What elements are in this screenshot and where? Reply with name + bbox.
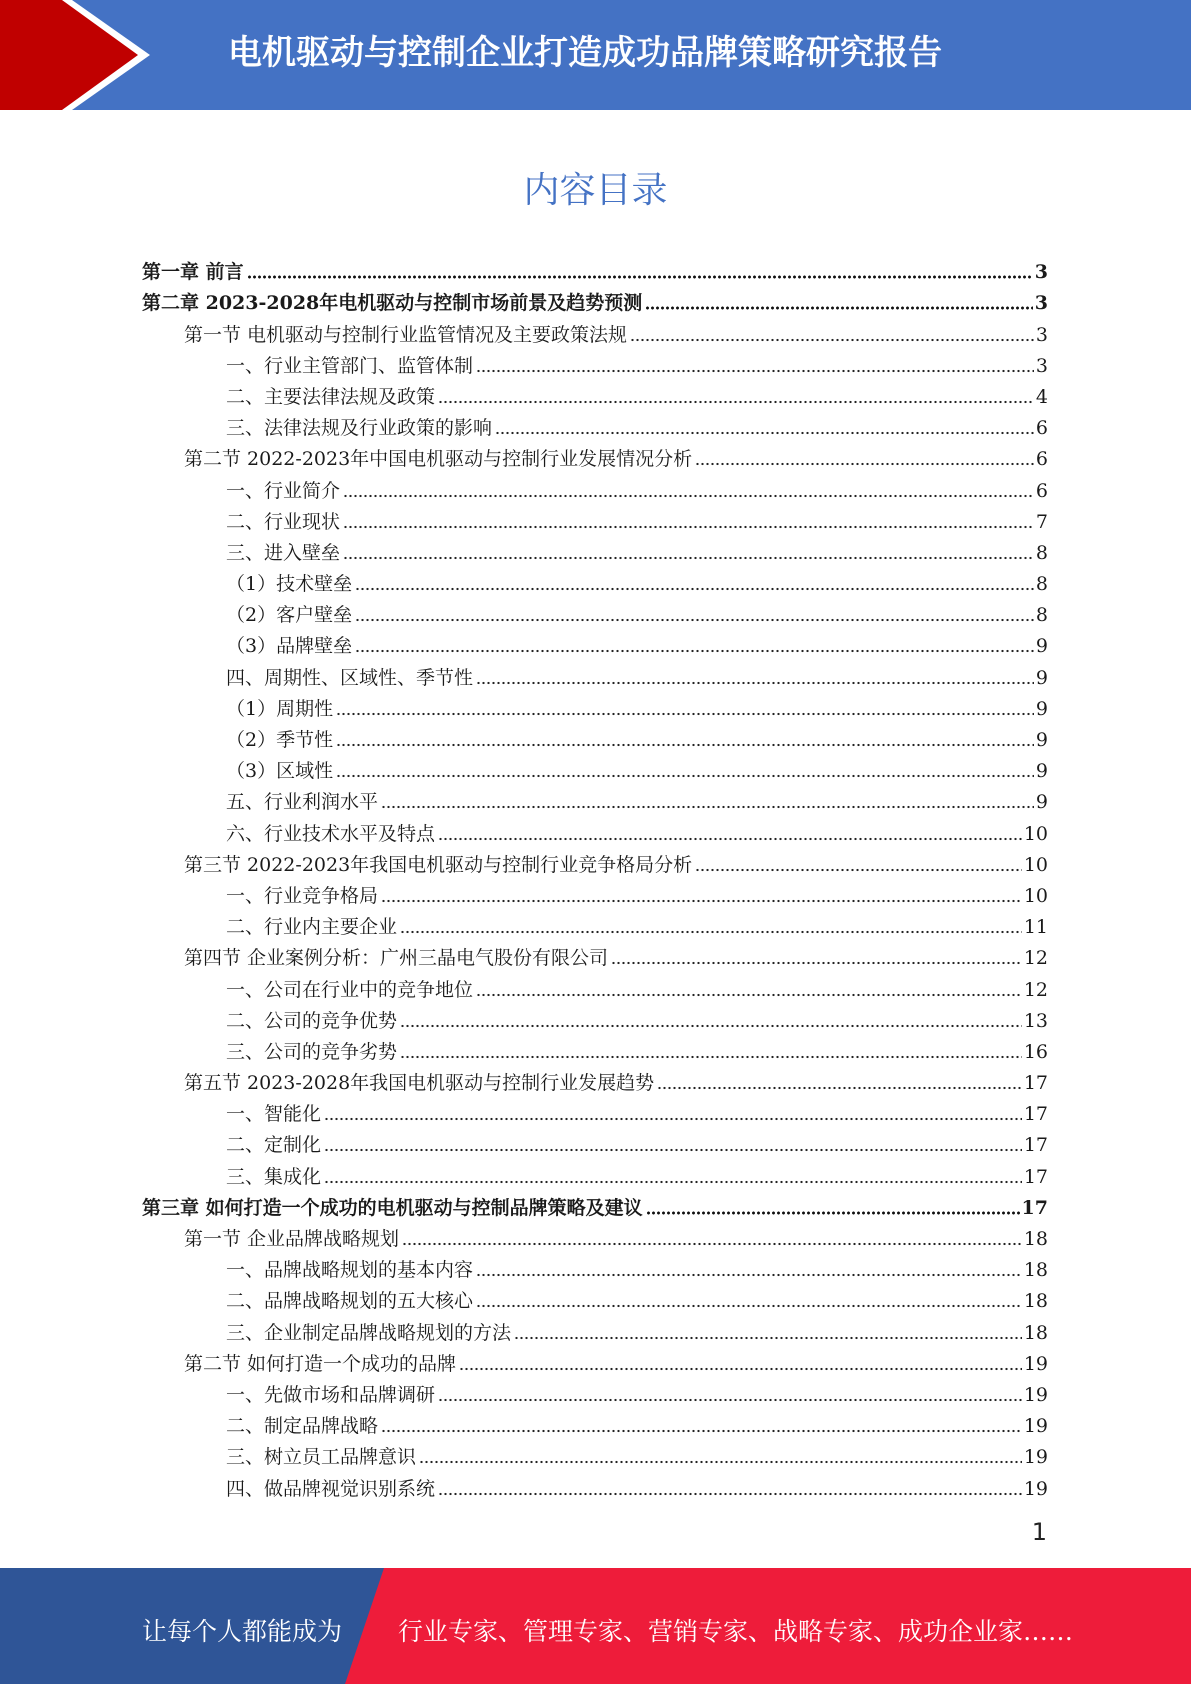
toc-entry-title: 一、行业主管部门、监管体制: [226, 354, 474, 377]
toc-entry-page: 12: [1023, 978, 1048, 1001]
toc-entry-page: 9: [1035, 729, 1048, 751]
toc-entry-title: 二、制定品牌战略: [226, 1415, 379, 1438]
toc-entry-page: 3: [1034, 292, 1048, 315]
toc-leader-dots: [495, 431, 1034, 435]
toc-leader-dots: [402, 1242, 1022, 1246]
toc-entry-title: 三、公司的竞争劣势: [226, 1040, 398, 1063]
toc-entry-page: 9: [1035, 697, 1048, 720]
toc-entry-page: 9: [1035, 635, 1048, 658]
toc-entry-page: 8: [1035, 604, 1048, 627]
toc-entry-title: （2）季节性: [226, 729, 334, 751]
toc-leader-dots: [324, 1117, 1022, 1121]
toc-entry[interactable]: [142, 1346, 1048, 1377]
toc-leader-dots: [630, 338, 1034, 342]
toc-entry[interactable]: [142, 815, 1048, 846]
toc-entry-page: 10: [1023, 822, 1048, 845]
toc-leader-dots: [400, 1024, 1022, 1028]
toc-entry[interactable]: [142, 1314, 1048, 1345]
toc-entry[interactable]: [142, 722, 1048, 753]
toc-leader-dots: [611, 961, 1022, 965]
toc-entry-page: 10: [1023, 884, 1048, 907]
toc-leader-dots: [476, 993, 1022, 997]
toc-entry[interactable]: [142, 659, 1048, 690]
toc-entry[interactable]: [142, 1252, 1048, 1283]
toc-entry[interactable]: [142, 971, 1048, 1002]
toc-entry[interactable]: [142, 909, 1048, 940]
toc-entry[interactable]: [142, 753, 1048, 784]
toc-entry[interactable]: [142, 1221, 1048, 1252]
toc-entry[interactable]: [142, 254, 1048, 285]
toc-entry[interactable]: [142, 1065, 1048, 1096]
toc-leader-dots: [438, 1492, 1022, 1496]
toc-entry-title: 二、品牌战略规划的五大核心: [226, 1290, 474, 1313]
toc-leader-dots: [381, 805, 1034, 809]
toc-entry-page: 3: [1035, 323, 1048, 346]
toc-entry[interactable]: [142, 878, 1048, 909]
toc-leader-dots: [476, 369, 1034, 373]
toc-entry[interactable]: [142, 441, 1048, 472]
toc-leader-dots: [476, 1304, 1022, 1308]
toc-entry-page: 9: [1035, 760, 1048, 783]
toc-entry-page: 6: [1035, 448, 1048, 471]
toc-entry-title: 三、进入壁垒: [226, 541, 341, 564]
toc-entry-title: 四、周期性、区域性、季节性: [226, 666, 474, 689]
toc-leader-dots: [657, 1086, 1022, 1090]
toc-entry[interactable]: [142, 316, 1048, 347]
toc-entry-title: 三、树立员工品牌意识: [226, 1446, 417, 1469]
toc-entry-title: 二、主要法律法规及政策: [226, 385, 436, 408]
toc-entry-title: （3）品牌壁垒: [226, 635, 353, 658]
toc-entry-page: 19: [1023, 1477, 1048, 1500]
toc-leader-dots: [381, 1429, 1022, 1433]
toc-entry[interactable]: [142, 472, 1048, 503]
red-chevron-icon: [0, 0, 160, 110]
toc-entry-title: （1）周期性: [226, 697, 334, 720]
toc-entry-page: 8: [1035, 573, 1048, 596]
toc-leader-dots: [476, 681, 1034, 685]
toc-leader-dots: [336, 712, 1034, 716]
toc-heading: 内容目录: [523, 170, 668, 211]
toc-entry[interactable]: [142, 784, 1048, 815]
toc-entry[interactable]: [142, 1034, 1048, 1065]
toc-entry[interactable]: [142, 1408, 1048, 1439]
toc-entry-page: 18: [1023, 1228, 1048, 1250]
toc-leader-dots: [438, 1398, 1022, 1402]
toc-leader-dots: [336, 743, 1034, 747]
toc-entry[interactable]: [142, 628, 1048, 659]
toc-entry[interactable]: [142, 504, 1048, 535]
toc-entry[interactable]: [142, 1003, 1048, 1034]
toc-entry[interactable]: [142, 1190, 1048, 1221]
toc-entry-title: 一、公司在行业中的竞争地位: [226, 978, 474, 1001]
toc-entry-title: （2）客户壁垒: [226, 604, 353, 627]
footer-slogan-left: 让每个人都能成为: [142, 1617, 343, 1646]
toc-entry-title: 第二章 2023-2028年电机驱动与控制市场前景及趋势预测: [142, 292, 643, 315]
toc-entry-title: 一、行业竞争格局: [226, 884, 379, 907]
toc-entry[interactable]: [142, 847, 1048, 878]
toc-entry[interactable]: [142, 940, 1048, 971]
toc-entry-title: 三、法律法规及行业政策的影响: [226, 417, 493, 440]
toc-leader-dots: [695, 868, 1022, 872]
toc-leader-dots: [381, 899, 1022, 903]
toc-leader-dots: [476, 1273, 1022, 1277]
report-title: 电机驱动与控制企业打造成功品牌策略研究报告: [228, 33, 942, 73]
toc-entry-page: 3: [1034, 261, 1048, 284]
toc-entry[interactable]: [142, 1283, 1048, 1314]
toc-entry-title: （3）区域性: [226, 760, 334, 783]
toc-entry-page: 18: [1023, 1290, 1048, 1313]
toc-entry[interactable]: [142, 691, 1048, 722]
toc-leader-dots: [247, 275, 1033, 279]
toc-entry[interactable]: [142, 1096, 1048, 1127]
toc-entry-page: 8: [1035, 541, 1048, 564]
toc-entry-page: 19: [1023, 1352, 1048, 1375]
toc-leader-dots: [695, 462, 1034, 466]
toc-entry[interactable]: [142, 410, 1048, 441]
toc-entry-page: 16: [1023, 1040, 1048, 1063]
toc-leader-dots: [355, 587, 1034, 591]
toc-entry[interactable]: [142, 285, 1048, 316]
toc-entry-title: 四、做品牌视觉识别系统: [226, 1477, 436, 1500]
toc-entry-page: 17: [1023, 1165, 1048, 1188]
toc-entry-title: 第三章 如何打造一个成功的电机驱动与控制品牌策略及建议: [142, 1196, 643, 1219]
toc-entry-title: 第二节 2022-2023年中国电机驱动与控制行业发展情况分析: [184, 448, 693, 471]
toc-entry-title: 三、企业制定品牌战略规划的方法: [226, 1321, 512, 1344]
toc-entry-title: 三、集成化: [226, 1165, 322, 1188]
toc-entry-page: 6: [1035, 479, 1048, 502]
toc-entry[interactable]: [142, 566, 1048, 597]
toc-entry-title: 二、行业内主要企业: [226, 916, 398, 939]
toc-leader-dots: [400, 1055, 1022, 1059]
toc-entry-page: 11: [1023, 916, 1048, 939]
footer-slogan-right: 行业专家、管理专家、营销专家、战略专家、成功企业家……: [398, 1617, 1074, 1646]
toc-leader-dots: [336, 774, 1034, 778]
toc-leader-dots: [355, 649, 1034, 653]
toc-entry-page: 6: [1035, 417, 1048, 440]
toc-entry-title: 一、智能化: [226, 1103, 322, 1126]
toc-entry-page: 13: [1023, 1009, 1048, 1032]
toc-entry-title: 第四节 企业案例分析：广州三晶电气股份有限公司: [184, 947, 609, 970]
toc-entry[interactable]: [142, 1377, 1048, 1408]
toc-leader-dots: [514, 1336, 1022, 1340]
toc-leader-dots: [459, 1367, 1022, 1371]
toc-entry[interactable]: [142, 379, 1048, 410]
toc-leader-dots: [438, 400, 1034, 404]
toc-leader-dots: [438, 837, 1022, 841]
toc-entry-page: 4: [1035, 385, 1048, 408]
toc-entry-page: 17: [1023, 1103, 1048, 1126]
toc-entry-page: 17: [1021, 1196, 1048, 1219]
toc-entry-page: 19: [1023, 1383, 1048, 1406]
toc-entry-title: 一、品牌战略规划的基本内容: [226, 1259, 474, 1282]
toc-entry[interactable]: [142, 348, 1048, 379]
toc-entry-page: 10: [1023, 853, 1048, 876]
toc-entry-page: 17: [1023, 1072, 1048, 1095]
toc-entry-title: 二、定制化: [226, 1134, 322, 1157]
page-header: [0, 0, 1191, 110]
toc-entry-title: 第五节 2023-2028年我国电机驱动与控制行业发展趋势: [184, 1072, 655, 1095]
toc-entry[interactable]: [142, 1470, 1048, 1501]
toc-entry-page: 17: [1023, 1134, 1048, 1157]
toc-entry-title: 五、行业利润水平: [226, 791, 379, 814]
toc-entry-page: 18: [1023, 1259, 1048, 1282]
toc-entry[interactable]: [142, 1158, 1048, 1189]
toc-entry-title: 一、行业简介: [226, 479, 341, 502]
toc-leader-dots: [324, 1180, 1022, 1184]
toc-entry-title: 第一章 前言: [142, 261, 244, 284]
table-of-contents: [142, 254, 1048, 1502]
toc-entry-title: 二、行业现状: [226, 510, 341, 533]
page-number: 1: [1031, 1518, 1047, 1546]
toc-leader-dots: [419, 1460, 1022, 1464]
toc-entry[interactable]: [142, 1439, 1048, 1470]
toc-entry-page: 9: [1035, 666, 1048, 689]
toc-entry-page: 18: [1023, 1321, 1048, 1344]
toc-entry-title: （1）技术壁垒: [226, 573, 353, 596]
toc-leader-dots: [645, 306, 1033, 310]
toc-entry-page: 12: [1023, 947, 1048, 970]
toc-leader-dots: [646, 1211, 1020, 1215]
toc-entry-page: 19: [1023, 1446, 1048, 1469]
toc-leader-dots: [355, 618, 1034, 622]
toc-entry-title: 第一节 电机驱动与控制行业监管情况及主要政策法规: [184, 323, 628, 346]
toc-entry[interactable]: [142, 597, 1048, 628]
toc-entry-page: 19: [1023, 1415, 1048, 1438]
toc-entry-title: 第二节 如何打造一个成功的品牌: [184, 1352, 457, 1375]
toc-entry-title: 六、行业技术水平及特点: [226, 822, 436, 845]
toc-entry-title: 第三节 2022-2023年我国电机驱动与控制行业竞争格局分析: [184, 853, 693, 876]
toc-entry-title: 一、先做市场和品牌调研: [226, 1383, 436, 1406]
toc-entry-page: 7: [1035, 510, 1048, 533]
toc-entry-title: 二、公司的竞争优势: [226, 1009, 398, 1032]
toc-entry-page: 9: [1035, 791, 1048, 814]
toc-leader-dots: [400, 930, 1022, 934]
toc-entry[interactable]: [142, 535, 1048, 566]
toc-entry[interactable]: [142, 1127, 1048, 1158]
toc-entry-title: 第一节 企业品牌战略规划: [184, 1228, 400, 1250]
toc-leader-dots: [324, 1148, 1022, 1152]
toc-leader-dots: [343, 494, 1034, 498]
toc-entry-page: 3: [1035, 354, 1048, 377]
toc-leader-dots: [343, 556, 1034, 560]
toc-leader-dots: [343, 525, 1034, 529]
